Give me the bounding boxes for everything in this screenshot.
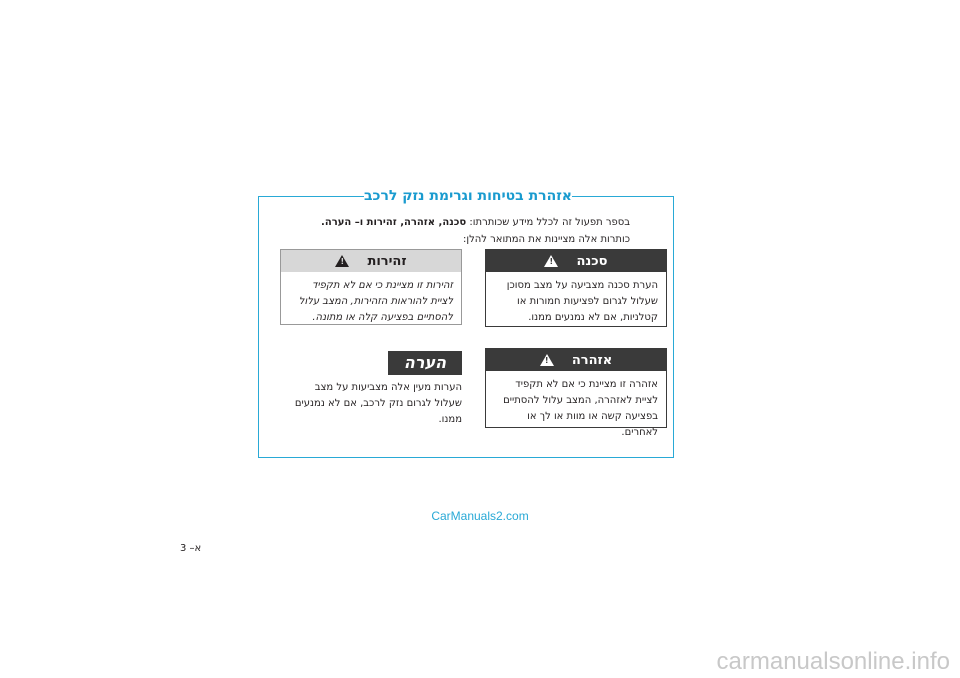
- note-line: שעלול לגרום נזק לרכב, אם לא נמנעים: [294, 398, 462, 409]
- warning-line: בפציעה קשה או מוות או לך או לאחרים.: [527, 411, 658, 438]
- warning-triangle-icon: [544, 255, 558, 267]
- warning-triangle-outline-icon: [335, 255, 349, 267]
- caution-box: [280, 249, 462, 325]
- section-title: אזהרת בטיחות וגרימת נזק לרכב: [364, 188, 572, 204]
- intro-line-2: כותרות אלה מציינות את המתואר להלן:: [462, 234, 630, 245]
- caution-line: להסתיים בפציעה קלה או מתונה.: [312, 312, 453, 323]
- caution-line: לציית להוראות הזהירות, המצב עלול: [298, 296, 453, 307]
- warning-box: [485, 348, 667, 438]
- note-line: הערות מעין אלה מצביעות על מצב: [314, 382, 462, 393]
- intro-line-1: [300, 214, 630, 231]
- caution-line: זהירות זו מציינת כי אם לא תקפיד: [311, 280, 453, 291]
- warning-header: [486, 349, 666, 371]
- note-label: הערה: [388, 351, 462, 375]
- warning-triangle-icon: [540, 354, 554, 366]
- watermark-link[interactable]: CarManuals2.com: [431, 509, 529, 523]
- caution-header: [281, 250, 461, 272]
- intro-line-1-prefix: בספר תפעול זה לכלל מידע שכותרתו:: [466, 217, 630, 228]
- intro-text: [300, 214, 630, 248]
- danger-body: [486, 272, 666, 332]
- caution-title: זהירות: [367, 253, 407, 269]
- danger-header: [486, 250, 666, 272]
- danger-line: קטלניות, אם לא נמנעים ממנו.: [528, 312, 658, 323]
- warning-body: [486, 371, 666, 447]
- warning-title: אזהרה: [571, 352, 613, 368]
- page-number: 3 –א: [180, 543, 202, 554]
- footer-watermark: carmanualsonline.info: [716, 648, 950, 675]
- caution-body: [281, 272, 461, 332]
- warning-line: לציית לאזהרה, המצב עלול להסתיים: [503, 395, 658, 406]
- danger-line: הערת סכנה מצביעה על מצב מסוכן: [506, 280, 658, 291]
- intro-line-1-bold: סכנה, אזהרה, זהירות ו– הערה.: [321, 217, 467, 228]
- danger-title: סכנה: [576, 253, 608, 269]
- note-line: ממנו.: [438, 414, 462, 425]
- warning-line: אזהרה זו מציינת כי אם לא תקפיד: [515, 379, 658, 390]
- note-body: [280, 380, 462, 428]
- danger-line: שעלול לגרום לפציעות חמורות או: [516, 296, 658, 307]
- danger-box: [485, 249, 667, 327]
